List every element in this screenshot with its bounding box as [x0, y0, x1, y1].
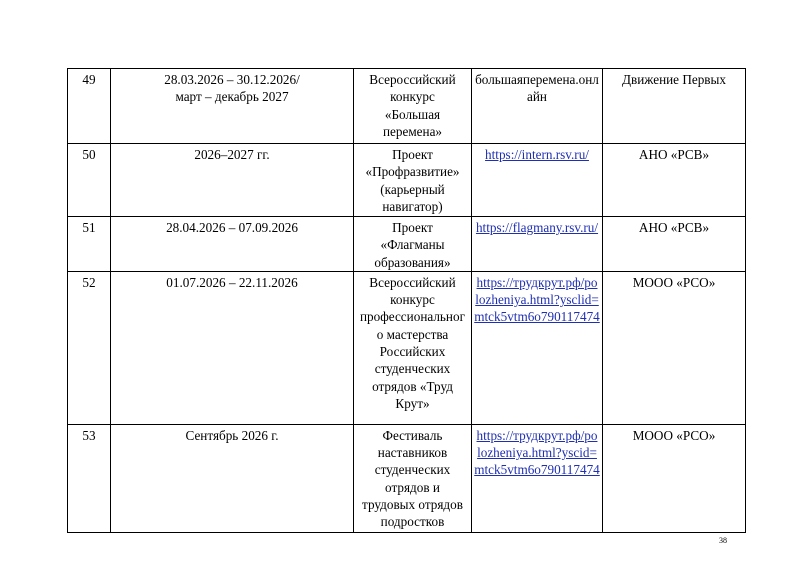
event-dates: 28.04.2026 – 07.09.2026 — [111, 217, 354, 272]
organizer: МООО «РСО» — [603, 424, 746, 532]
row-number: 50 — [68, 144, 111, 217]
organizer: АНО «РСВ» — [603, 217, 746, 272]
event-name: Фестиваль наставников студенческих отрядов и трудовых отрядов подростков — [354, 424, 472, 532]
website-link[interactable]: https://трудкрут.рф/po lozheniya.html?ysclid= mtck5vtm6o790117474 — [474, 274, 600, 325]
table-row — [68, 69, 746, 144]
event-website — [472, 69, 603, 144]
table-row — [68, 217, 746, 272]
table-row — [68, 271, 746, 424]
page-number: 38 — [719, 536, 727, 545]
event-name: Проект «Профразвитие» (карьерный навигатор) — [354, 144, 472, 217]
event-website — [472, 424, 603, 532]
website-link[interactable]: https://трудкрут.рф/po lozheniya.html?yscid= mtck5vtm6o790117474 — [474, 427, 600, 478]
event-dates: 01.07.2026 – 22.11.2026 — [111, 271, 354, 424]
event-name: Всероссийский конкурс «Большая перемена» — [354, 69, 472, 144]
event-name: Проект «Флагманы образования» — [354, 217, 472, 272]
organizer: АНО «РСВ» — [603, 144, 746, 217]
event-website — [472, 217, 603, 272]
event-dates: Сентябрь 2026 г. — [111, 424, 354, 532]
row-number: 52 — [68, 271, 111, 424]
events-table — [67, 68, 746, 533]
table-row — [68, 424, 746, 532]
organizer: МООО «РСО» — [603, 271, 746, 424]
event-website — [472, 144, 603, 217]
organizer: Движение Первых — [603, 69, 746, 144]
event-name: Всероссийский конкурс профессиональног о мастерства Российских студенческих отрядов «Труд Крут» — [354, 271, 472, 424]
table-row — [68, 144, 746, 217]
website-text: большаяперемена.онл айн — [475, 72, 599, 105]
row-number: 51 — [68, 217, 111, 272]
website-link[interactable]: https://flagmany.rsv.ru/ — [475, 220, 599, 235]
row-number: 53 — [68, 424, 111, 532]
event-dates: 2026–2027 гг. — [111, 144, 354, 217]
website-link[interactable]: https://intern.rsv.ru/ — [485, 147, 589, 162]
event-dates: 28.03.2026 – 30.12.2026/ март – декабрь 2027 — [111, 69, 354, 144]
row-number: 49 — [68, 69, 111, 144]
event-website — [472, 271, 603, 424]
